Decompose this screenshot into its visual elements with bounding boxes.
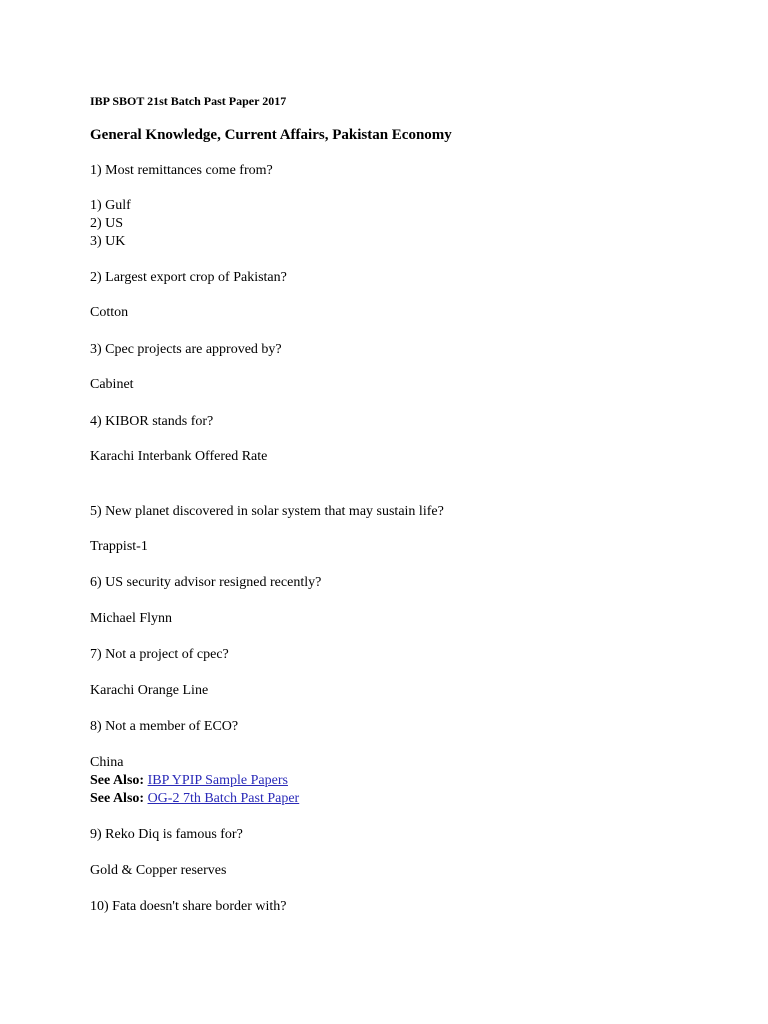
answer-4: Karachi Interbank Offered Rate [90,449,268,464]
see-also-label: See Also: [90,773,145,788]
answer-9: Gold & Copper reserves [90,863,227,878]
ibp-ypip-sample-papers-link[interactable]: IBP YPIP Sample Papers [147,773,288,788]
question-1: 1) Most remittances come from? [90,163,273,178]
document-subtitle: General Knowledge, Current Affairs, Pakistan Economy [90,127,452,143]
option-2: 2) US [90,216,124,231]
answer-7: Karachi Orange Line [90,683,209,698]
see-also-label: See Also: [90,791,145,806]
document-title: IBP SBOT 21st Batch Past Paper 2017 [90,94,287,108]
question-10: 10) Fata doesn't share border with? [90,899,287,914]
question-9: 9) Reko Diq is famous for? [90,827,243,842]
see-also-row [90,772,288,790]
question-3: 3) Cpec projects are approved by? [90,342,282,357]
answer-8: China [90,755,124,770]
answer-6: Michael Flynn [90,611,173,626]
answer-2: Cotton [90,305,129,320]
question-2: 2) Largest export crop of Pakistan? [90,270,287,285]
see-also-row [90,790,299,808]
option-3: 3) UK [90,234,126,249]
question-5: 5) New planet discovered in solar system that may sustain life? [90,504,444,519]
og-2-past-paper-link[interactable]: OG-2 7th Batch Past Paper [147,791,300,806]
question-8: 8) Not a member of ECO? [90,719,239,734]
answer-3: Cabinet [90,377,134,392]
question-6: 6) US security advisor resigned recently? [90,575,322,590]
question-4: 4) KIBOR stands for? [90,414,214,429]
option-1: 1) Gulf [90,198,131,213]
question-7: 7) Not a project of cpec? [90,647,229,662]
answer-5: Trappist-1 [90,539,148,554]
